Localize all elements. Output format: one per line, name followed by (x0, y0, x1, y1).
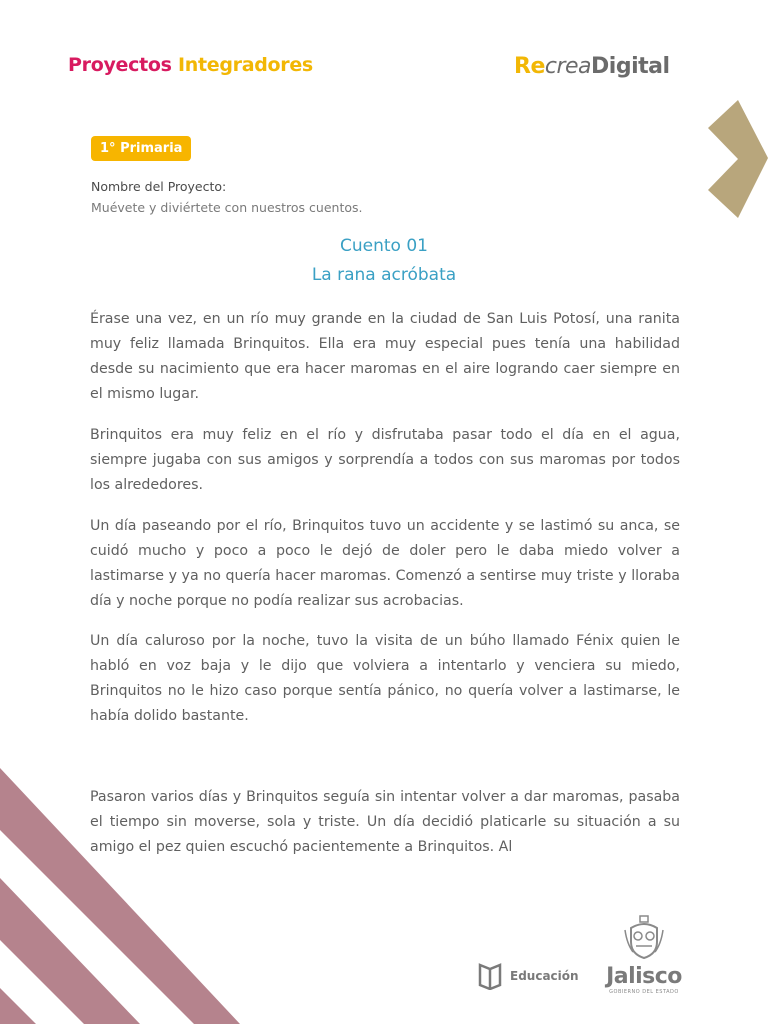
chevron-decoration-icon (708, 100, 768, 218)
story-number: Cuento 01 (340, 236, 428, 256)
coat-of-arms-icon (623, 914, 665, 960)
proyectos-integradores-logo (68, 54, 313, 76)
project-name-label: Nombre del Proyecto: (91, 179, 227, 194)
book-icon (478, 962, 502, 990)
educacion-logo (478, 962, 579, 990)
story-paragraph-5: Pasaron varios días y Brinquitos seguía sin intentar volver a dar maromas, pasaba el tiempo sin moverse, sola y triste. Un día decidió platicarle su situación a su amigo el pez quien escuchó pacientemente a Brinquitos. Al (90, 789, 680, 855)
jalisco-subtext: GOBIERNO DEL ESTADO (609, 989, 679, 995)
jalisco-logo (604, 914, 684, 995)
grade-badge: 1° Primaria (91, 136, 191, 161)
story-paragraph-2: Brinquitos era muy feliz en el río y disfrutaba pasar todo el día en el agua, siempre jugaba con sus amigos y sorprendía a todos con sus maromas por todos los alrededores. (90, 427, 680, 493)
logo-text-re: Re (514, 54, 545, 79)
jalisco-text: Jalisco (606, 964, 682, 989)
diagonal-stripes-decoration (0, 760, 240, 1024)
educacion-text: Educación (510, 969, 579, 983)
story-paragraph-3: Un día paseando por el río, Brinquitos tuvo un accidente y se lastimó su anca, se cuidó mucho y poco a poco le dejó de doler pero le daba miedo volver a lastimarse y ya no quería hacer maromas. Comenzó a sentirse muy triste y lloraba día y noche porque no podía realizar sus acrobacias. (90, 518, 680, 609)
logo-text-integradores: Integradores (177, 54, 313, 76)
story-paragraph-4: Un día caluroso por la noche, tuvo la visita de un búho llamado Fénix quien le habló en voz baja y le dijo que volviera a intentarlo y venciera su miedo, Brinquitos no le hizo caso porque sentía pánico, no quería volver a lastimarse, le había dolido bastante. (90, 633, 680, 724)
logo-text-proyectos: Proyectos (68, 54, 172, 76)
project-name-value: Muévete y diviértete con nuestros cuentos. (91, 200, 363, 215)
story-paragraph-1: Érase una vez, en un río muy grande en la ciudad de San Luis Potosí, una ranita muy feliz llamada Brinquitos. Ella era muy especial pues tenía una habilidad desde su nacimiento que era hacer maromas en el aire logrando caer siempre en el mismo lugar. (90, 311, 680, 402)
logo-text-digital: Digital (591, 54, 670, 79)
logo-text-crea: crea (544, 54, 592, 79)
recrea-digital-logo (514, 54, 670, 79)
story-title: La rana acróbata (311, 265, 457, 285)
